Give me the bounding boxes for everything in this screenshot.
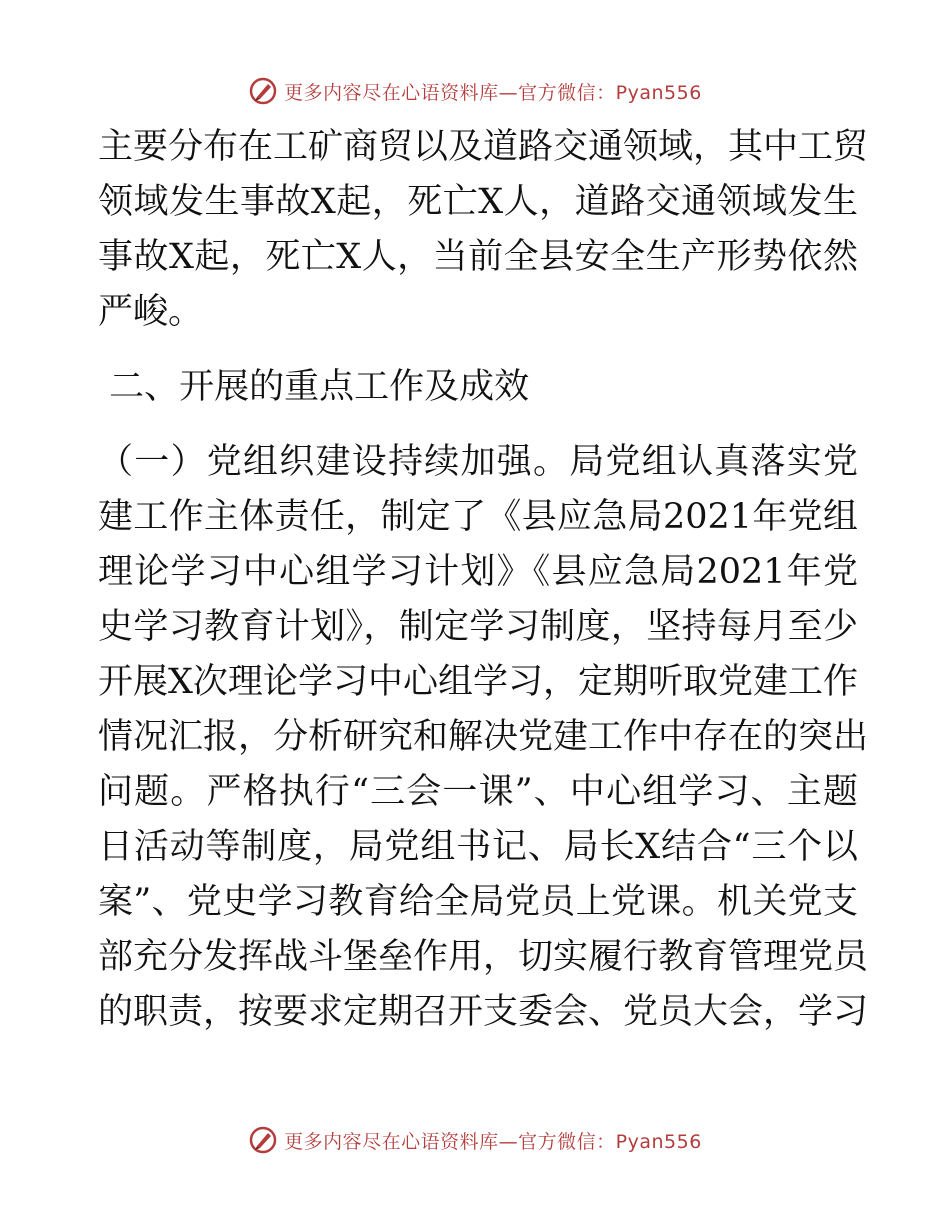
document-body bbox=[98, 120, 869, 1040]
text-line: 的职责，按要求定期召开支委会、党员大会，学习 bbox=[98, 992, 869, 1032]
header-banner bbox=[0, 71, 950, 111]
text-line: 史学习教育计划》，制定学习制度，坚持每月至少 bbox=[98, 607, 858, 647]
text-line: 领域发生事故X起，死亡X人，道路交通领域发生 bbox=[98, 182, 858, 222]
header-banner-text: 更多内容尽在心语资料库—官方微信：Pyan556 bbox=[284, 81, 702, 104]
paragraph-party-building bbox=[98, 435, 869, 1040]
footer-banner-text: 更多内容尽在心语资料库—官方微信：Pyan556 bbox=[284, 1130, 702, 1153]
text-line: 案”、党史学习教育给全局党员上党课。机关党支 bbox=[98, 882, 858, 922]
text-line: 主要分布在工矿商贸以及道路交通领域，其中工贸 bbox=[98, 127, 869, 167]
text-line: 开展X次理论学习中心组学习，定期听取党建工作 bbox=[98, 662, 858, 702]
footer-banner bbox=[0, 1120, 950, 1160]
text-line: 事故X起，死亡X人，当前全县安全生产形势依然 bbox=[98, 237, 858, 277]
text-line: （一）党组织建设持续加强。局党组认真落实党 bbox=[98, 442, 858, 482]
text-line: 情况汇报，分析研究和解决党建工作中存在的突出 bbox=[98, 717, 869, 757]
section-heading: 二、开展的重点工作及成效 bbox=[98, 367, 530, 407]
text-line: 部充分发挥战斗堡垒作用，切实履行教育管理党员 bbox=[98, 937, 869, 977]
text-line: 理论学习中心组学习计划》《县应急局2021年党 bbox=[98, 552, 858, 592]
text-line: 严峻。 bbox=[98, 292, 204, 332]
text-line: 日活动等制度，局党组书记、局长X结合“三个以 bbox=[98, 827, 858, 867]
pen-logo-icon bbox=[248, 76, 278, 106]
pen-logo-icon bbox=[248, 1125, 278, 1155]
text-line: 建工作主体责任，制定了《县应急局2021年党组 bbox=[98, 497, 858, 537]
text-line: 问题。严格执行“三会一课”、中心组学习、主题 bbox=[98, 772, 858, 812]
paragraph-overview bbox=[98, 120, 869, 340]
